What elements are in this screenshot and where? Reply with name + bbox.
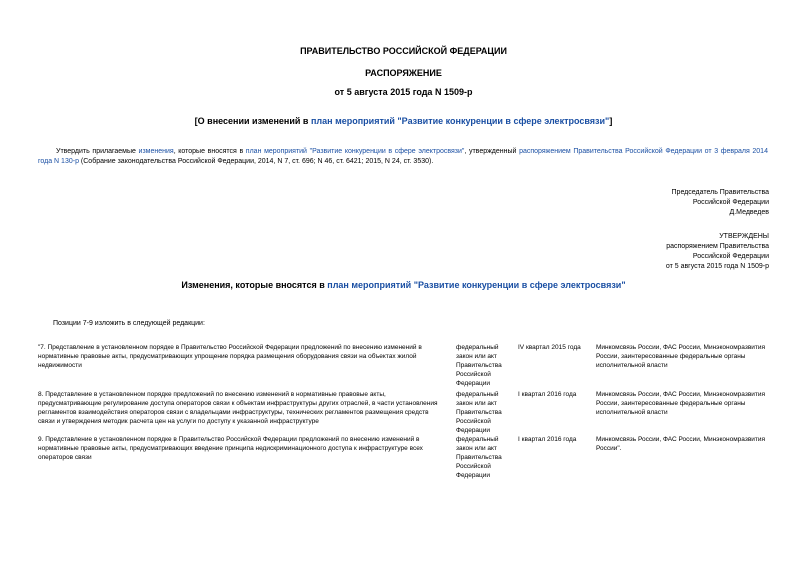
row-executors: Минкомсвязь России, ФАС России, Минэкономразвития России, заинтересованные федеральные органы исполнительной власти	[596, 391, 766, 416]
changes-title	[0, 280, 807, 290]
title-prefix: [О внесении изменений в	[194, 116, 311, 126]
signature-line: Российской Федерации	[692, 199, 769, 206]
approval-line: распоряжением Правительства	[666, 243, 769, 250]
signature-block	[569, 188, 769, 218]
row-executors: Минкомсвязь России, ФАС России, Минэкономразвития России, заинтересованные федеральные органы исполнительной власти	[596, 344, 766, 369]
document-date-number: от 5 августа 2015 года N 1509-р	[334, 87, 473, 97]
row-term: I квартал 2016 года	[518, 436, 577, 443]
row-act-form: федеральный закон или акт Правительства Российской Федерации	[456, 391, 502, 434]
row-description: 9. Представление в установленном порядке в Правительство Российской Федерации предложений по внесению изменений в нормативные правовые акты, предусматривающих введение принципа недискриминационного доступа к инфраструктуре всех операторов связи	[38, 436, 423, 461]
row-term: I квартал 2016 года	[518, 391, 577, 398]
row-description: "7. Представление в установленном порядке в Правительство Российской Федерации предложений по внесению изменений в нормативные правовые акты, предусматривающих упрощение порядка размещения оборудования связи на объектах жилой недвижимости	[38, 344, 422, 369]
document-type: РАСПОРЯЖЕНИЕ	[365, 68, 442, 78]
government-heading: ПРАВИТЕЛЬСТВО РОССИЙСКОЙ ФЕДЕРАЦИИ	[300, 46, 507, 56]
row-term: IV квартал 2015 года	[518, 344, 581, 351]
paragraph-text-1: Утвердить прилагаемые	[56, 148, 139, 155]
paragraph-text-3: , утвержденный	[464, 148, 520, 155]
main-paragraph	[38, 147, 768, 167]
row-act-form: федеральный закон или акт Правительства Российской Федерации	[456, 436, 502, 479]
intro-text: Позиции 7-9 изложить в следующей редакции:	[53, 320, 205, 327]
approval-line: Российской Федерации	[692, 253, 769, 260]
title-suffix: ]	[609, 116, 613, 126]
signature-line: Председатель Правительства	[671, 189, 769, 196]
plan-link[interactable]: план мероприятий "Развитие конкуренции в сфере электросвязи"	[245, 148, 465, 155]
title-plan-link[interactable]: план мероприятий "Развитие конкуренции в сфере электросвязи"	[310, 116, 610, 126]
changes-link[interactable]: изменения	[138, 148, 174, 155]
paragraph-text-2: , которые вносятся в	[173, 148, 246, 155]
approval-block	[569, 232, 769, 272]
changes-title-plan-link[interactable]: план мероприятий "Развитие конкуренции в сфере электросвязи"	[327, 280, 626, 290]
row-description: 8. Представление в установленном порядке предложений по внесению изменений в нормативные правовые акты, предусматривающие регулирование доступа операторов связи к объектам инфраструктуры других отраслей, в части установления регламентов взаимодействия операторов связи с владельцами инфраструктуры, технических регламентов размещения средств связи и утверждения методик расчета цен на услуги по доступу к указанной инфраструктуре	[38, 391, 438, 425]
row-executors: Минкомсвязь России, ФАС России, Минэкономразвития России".	[596, 436, 766, 452]
order-130-link[interactable]: распоряжением Правительства Российской Федерации от 3 февраля 2014 года N 130-р	[38, 148, 768, 165]
row-act-form: федеральный закон или акт Правительства Российской Федерации	[456, 344, 502, 387]
changes-title-prefix: Изменения, которые вносятся в	[181, 280, 328, 290]
paragraph-text-4: (Собрание законодательства Российской Федерации, 2014, N 7, ст. 696; N 46, ст. 6421; 2015, N 24, ст. 3530).	[78, 158, 434, 165]
approval-line: от 5 августа 2015 года N 1509-р	[665, 263, 769, 270]
approval-line: УТВЕРЖДЕНЫ	[719, 233, 769, 240]
document-title	[0, 116, 807, 126]
signature-name: Д.Медведев	[729, 209, 769, 216]
